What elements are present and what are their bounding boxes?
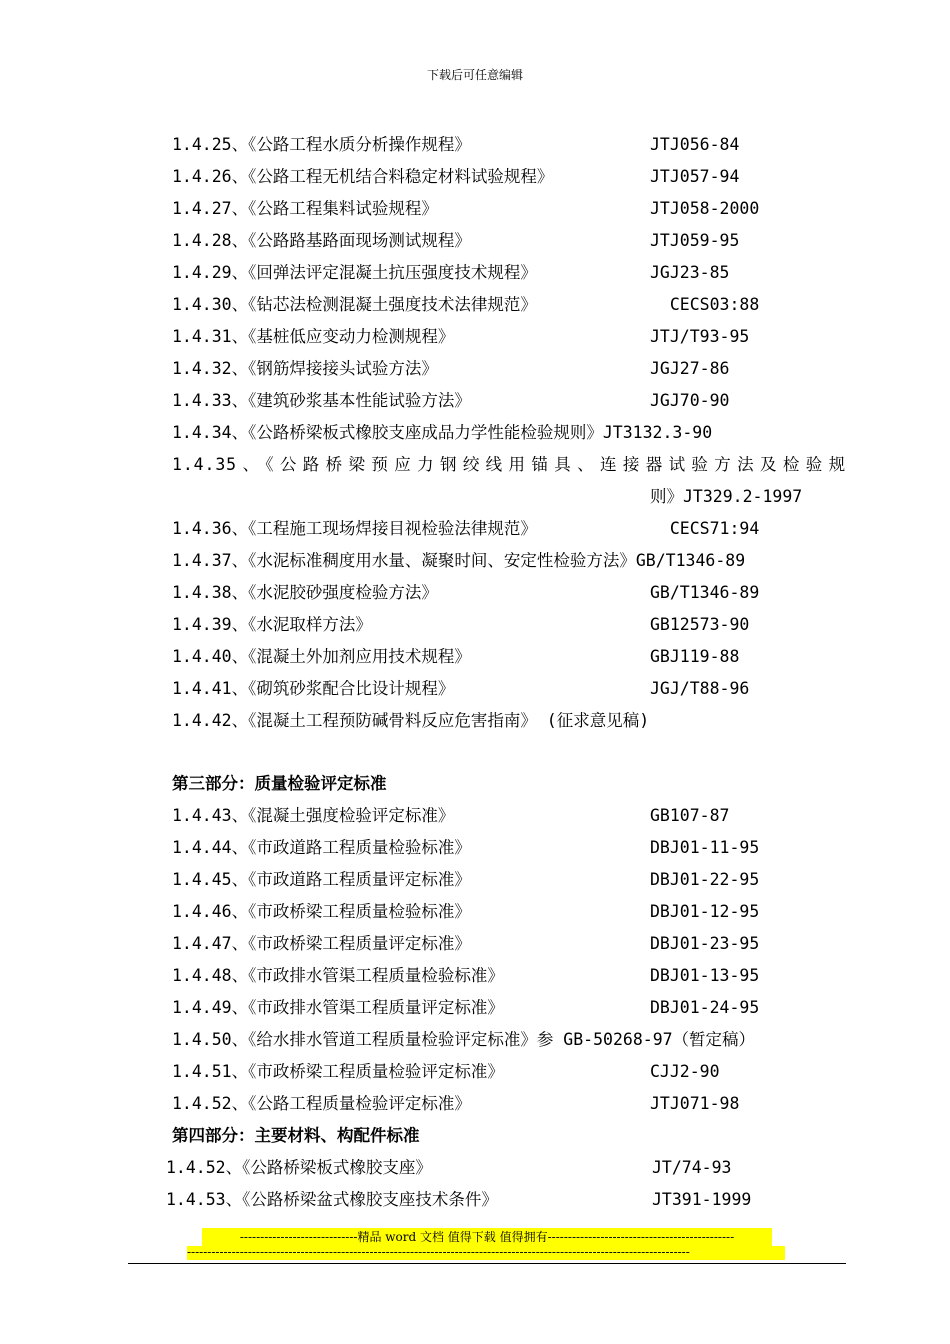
list-item: 1.4.48、《市政排水管渠工程质量检验标准》 DBJ01-13-95 <box>172 966 760 985</box>
list-item: 1.4.44、《市政道路工程质量检验标准》 DBJ01-11-95 <box>172 838 760 857</box>
list-item: 1.4.36、《工程施工现场焊接目视检验法律规范》 CECS71:94 <box>172 519 760 538</box>
footer-rule <box>128 1263 846 1264</box>
list-item: 1.4.41、《砌筑砂浆配合比设计规程》 JGJ/T88-96 <box>172 679 750 698</box>
list-item-continuation: 则》JT329.2-1997 <box>650 487 803 506</box>
list-item: 1.4.40、《混凝土外加剂应用技术规程》 GBJ119-88 <box>172 647 740 666</box>
list-item: 1.4.27、《公路工程集料试验规程》 JTJ058-2000 <box>172 199 760 218</box>
list-item: 1.4.33、《建筑砂浆基本性能试验方法》 JGJ70-90 <box>172 391 730 410</box>
section-heading: 第四部分：主要材料、构配件标准 <box>172 1126 420 1145</box>
list-item: 1.4.52、《公路工程质量检验评定标准》 JTJ071-98 <box>172 1094 740 1113</box>
list-item: 1.4.37、《水泥标准稠度用水量、凝聚时间、安定性检验方法》GB/T1346-89 <box>172 551 746 570</box>
list-item: 1.4.53、《公路桥梁盆式橡胶支座技术条件》 JT391-1999 <box>166 1190 752 1209</box>
list-item: 1.4.39、《水泥取样方法》 GB12573-90 <box>172 615 750 634</box>
list-item: 1.4.34、《公路桥梁板式橡胶支座成品力学性能检验规则》JT3132.3-90 <box>172 423 713 442</box>
list-item: 1.4.30、《钻芯法检测混凝土强度技术法律规范》 CECS03:88 <box>172 295 760 314</box>
list-item: 1.4.38、《水泥胶砂强度检验方法》 GB/T1346-89 <box>172 583 760 602</box>
list-item: 1.4.42、《混凝土工程预防碱骨料反应危害指南》 (征求意见稿) <box>172 711 650 730</box>
page-header: 下载后可任意编辑 <box>426 68 523 82</box>
list-item: 1.4.46、《市政桥梁工程质量检验标准》 DBJ01-12-95 <box>172 902 760 921</box>
list-item: 1.4.31、《基桩低应变动力检测规程》 JTJ/T93-95 <box>172 327 750 346</box>
list-item: 1.4.50、《给水排水管道工程质量检验评定标准》参 GB-50268-97（暂定稿） <box>172 1030 756 1049</box>
footer-banner: -----------------------------精品 word 文档 值得下载 值得拥有---------------------------------------------- <box>202 1228 772 1246</box>
list-item: 1.4.32、《钢筋焊接接头试验方法》 JGJ27-86 <box>172 359 730 378</box>
list-item: 1.4.28、《公路路基路面现场测试规程》 JTJ059-95 <box>172 231 740 250</box>
list-item: 1.4.49、《市政排水管渠工程质量评定标准》 DBJ01-24-95 <box>172 998 760 1017</box>
list-item: 1.4.26、《公路工程无机结合料稳定材料试验规程》 JTJ057-94 <box>172 167 740 186</box>
list-item: 1.4.47、《市政桥梁工程质量评定标准》 DBJ01-23-95 <box>172 934 760 953</box>
list-item: 1.4.51、《市政桥梁工程质量检验评定标准》 CJJ2-90 <box>172 1062 720 1081</box>
list-item: 1.4.35、《公路桥梁预应力钢绞线用锚具、连接器试验方法及检验规 <box>172 455 846 474</box>
list-item: 1.4.43、《混凝土强度检验评定标准》 GB107-87 <box>172 806 730 825</box>
list-item: 1.4.45、《市政道路工程质量评定标准》 DBJ01-22-95 <box>172 870 760 889</box>
footer-dashes: ---------------------------------------------------------------------------------------------------------------------------- <box>187 1246 785 1260</box>
list-item: 1.4.52、《公路桥梁板式橡胶支座》 JT/74-93 <box>166 1158 732 1177</box>
list-item: 1.4.29、《回弹法评定混凝土抗压强度技术规程》 JGJ23-85 <box>172 263 730 282</box>
section-heading: 第三部分：质量检验评定标准 <box>172 774 387 793</box>
list-item: 1.4.25、《公路工程水质分析操作规程》 JTJ056-84 <box>172 135 740 154</box>
